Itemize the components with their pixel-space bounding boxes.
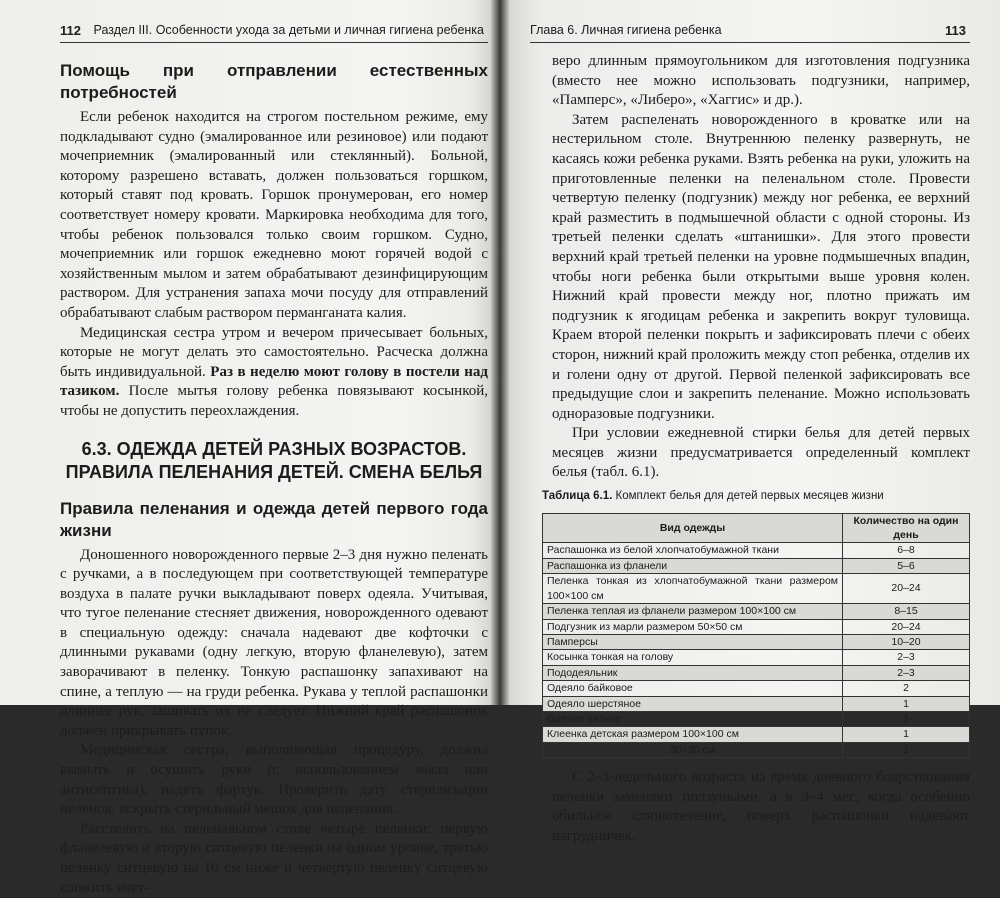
- cell-item: Пеленка теплая из фланели размером 100×100 см: [543, 604, 843, 619]
- cell-qty: 20–24: [843, 619, 970, 634]
- cell-qty: 10–20: [843, 634, 970, 649]
- table-row: [543, 543, 970, 558]
- column-header-item: Вид одежды: [543, 513, 843, 543]
- cell-item: Клеенка детская размером 100×100 см: [543, 727, 843, 742]
- table-row: [543, 727, 970, 742]
- cell-qty: 1: [843, 711, 970, 726]
- cell-item: Памперсы: [543, 634, 843, 649]
- section-heading: 6.3. ОДЕЖДА ДЕТЕЙ РАЗНЫХ ВОЗРАСТОВ. ПРАВИЛА ПЕЛЕНАНИЯ ДЕТЕЙ. СМЕНА БЕЛЬЯ: [65, 438, 483, 482]
- bold-text: Раз в неделю моют голову в постели над тазиком.: [60, 363, 488, 400]
- cell-qty: 8–15: [843, 604, 970, 619]
- table-row: [543, 681, 970, 696]
- table-row: [543, 574, 970, 604]
- table-caption-label: Таблица 6.1.: [542, 490, 613, 503]
- cell-item: Одеяло ватное: [543, 711, 843, 726]
- cell-item: Подгузник из марли размером 50×50 см: [543, 619, 843, 634]
- cell-item: Одеяло байковое: [543, 681, 843, 696]
- cell-item: Распашонка из фланели: [543, 558, 843, 573]
- paragraph: Затем распеленать новорожденного в кроватке или на нестерильном столе. Внутреннюю пеленку развернуть, не касаясь кожи ребенка руками. Взять ребенка на руки, уложить на приготовленные пеленки на пеленальном столе. Провести четвертую пеленку (подгузник) между ног ребенка, ее верхний край разместить в подмышечной области с одной стороны. Из третьей пеленки сделать «штанишки». Для этого провести верхний край третьей пеленки на уровне подмышечных впадин, чтобы ноги ребенка были открытыми выше уровня колен. Нижний край провести между ног, плотно прижать им подгузник к ягодицам ребенка и закрепить вокруг туловища. Краем второй пеленки покрыть и зафиксировать плечи с обеих сторон, нижний край проложить между стоп ребенка, отделив их и голени одну от другой. Первой пеленкой зафиксировать все предыдущие слои и закрепить пеленание. Можно использовать одноразовые подгузники.: [552, 111, 970, 422]
- table-row: [543, 711, 970, 726]
- clothing-table: [542, 513, 970, 759]
- left-page-number: 112: [60, 23, 81, 38]
- left-running-head: [60, 22, 488, 43]
- cell-qty: 2–3: [843, 665, 970, 680]
- cell-qty: 2–3: [843, 650, 970, 665]
- paragraph: веро длинным прямоугольником для изготовления подгузника (вместо нее можно использовать подгузники, например, «Памперс», «Либеро», «Хаггис» и др.).: [552, 53, 970, 109]
- paragraph: Медицинская сестра, выполняющая процедуру, должна вымыть и осушить руки (с использованием мыла или антисептика), надеть фартук. Проверить дату стерилизации пеленок, вскрыть стерильный мешок для пеленания.: [60, 742, 488, 818]
- cell-qty: 20–24: [843, 574, 970, 604]
- paragraph: Если ребенок находится на строгом постельном режиме, ему подкладывают судно (эмалированное или резиновое) или подают мочеприемник (эмалированный или стеклянный). Больной, которому разрешено вставать, должен пользоваться горшком, который ставят под кровать. Горшок пронумерован, его номер соответствует номеру кровати. Маркировка необходима для того, чтобы ребенок пользовался только своим горшком. Судно, мочеприемник или горшок ежедневно моют горячей водой с хозяйственным мылом и затем обрабатывают дезинфицирующим раствором. Для устранения запаха мочи посуду для отправлений обрабатывают слабым раствором перманганата калия.: [60, 109, 488, 321]
- table-row: [543, 558, 970, 573]
- right-content: [542, 52, 970, 847]
- paragraph: Доношенного новорожденного первые 2–3 дня нужно пеленать с ручками, а в последующем при соответствующей температуре воздуха в палате ручки выкладывают поверх одеяла. Учитывая, что тугое пеленание стесняет движения, новорожденного одевают в специальную одежду: сначала надевают две кофточки с длинными рукавами (одну легкую, вторую фланелевую), затем заворачивают в пеленку. Тонкую распашонку запахивают на спине, а теплую — на груди ребенка. Рукава у теплой распашонки длиннее рук, зашивать их не следует. Нижний край распашонок должен прикрывать пупок.: [60, 546, 488, 739]
- right-page-number: 113: [945, 23, 966, 38]
- text: Медицинская сестра утром и вечером причесывает больных, которые не могут делать это самостоятельно. Расческа должна быть индивидуальной.: [60, 324, 488, 380]
- table-caption: [542, 487, 970, 507]
- left-running-title: Раздел III. Особенности ухода за детьми и личная гигиена ребенка: [93, 23, 484, 37]
- cell-qty: 1: [843, 727, 970, 742]
- table-header-row: [543, 513, 970, 543]
- paragraph: С 2–3-недельного возраста на время дневного бодрствования пеленки заменяют ползунками, а в 3–4 мес, когда особенно обильное слюнотечение, поверх распашонки надевают нагрудничек.: [552, 769, 970, 844]
- right-running-title: Глава 6. Личная гигиена ребенка: [530, 23, 722, 37]
- text: После мытья голову ребенка повязывают косынкой, чтобы не допустить переохлаждения.: [60, 383, 489, 419]
- table-row: [543, 650, 970, 665]
- table-row: [543, 634, 970, 649]
- right-page: [510, 0, 1000, 844]
- cell-item: 30×30 см: [543, 742, 843, 757]
- left-page: [0, 0, 494, 896]
- cell-qty: 5–6: [843, 558, 970, 573]
- right-running-head: [530, 22, 970, 43]
- left-content: [60, 60, 488, 898]
- paragraph: При условии ежедневной стирки белья для детей первых месяцев жизни предусматривается определенный комплект белья (табл. 6.1).: [552, 425, 970, 481]
- heading-swaddling-rules: Правила пеленания и одежда детей первого года жизни: [60, 498, 488, 540]
- table-row: [543, 696, 970, 711]
- cell-item: Косынка тонкая на голову: [543, 650, 843, 665]
- table-row: [543, 604, 970, 619]
- cell-item: Распашонка из белой хлопчатобумажной ткани: [543, 543, 843, 558]
- table-caption-text: Комплект белья для детей первых месяцев жизни: [615, 490, 884, 503]
- cell-qty: 2: [843, 681, 970, 696]
- cell-item: Одеяло шерстяное: [543, 696, 843, 711]
- paragraph: [60, 324, 488, 422]
- heading-natural-needs: Помощь при отправлении естественных потребностей: [60, 61, 488, 102]
- cell-qty: 1: [843, 696, 970, 711]
- cell-item: Пеленка тонкая из хлопчатобумажной ткани размером 100×100 см: [543, 574, 843, 604]
- paragraph: Расстелить на пеленальном столе четыре пеленки: первую фланелевую и вторую ситцевую пеленки на одном уровне, третью пеленку ситцевую на 10 см ниже и четвертую пеленку ситцевую сложить вчет-: [60, 820, 488, 896]
- cell-qty: 6–8: [843, 543, 970, 558]
- table-row: [543, 665, 970, 680]
- column-header-qty: Количество на один день: [843, 513, 970, 543]
- cell-qty: 1: [843, 742, 970, 757]
- cell-item: Пододеяльник: [543, 665, 843, 680]
- table-row: [543, 742, 970, 757]
- table-row: [543, 619, 970, 634]
